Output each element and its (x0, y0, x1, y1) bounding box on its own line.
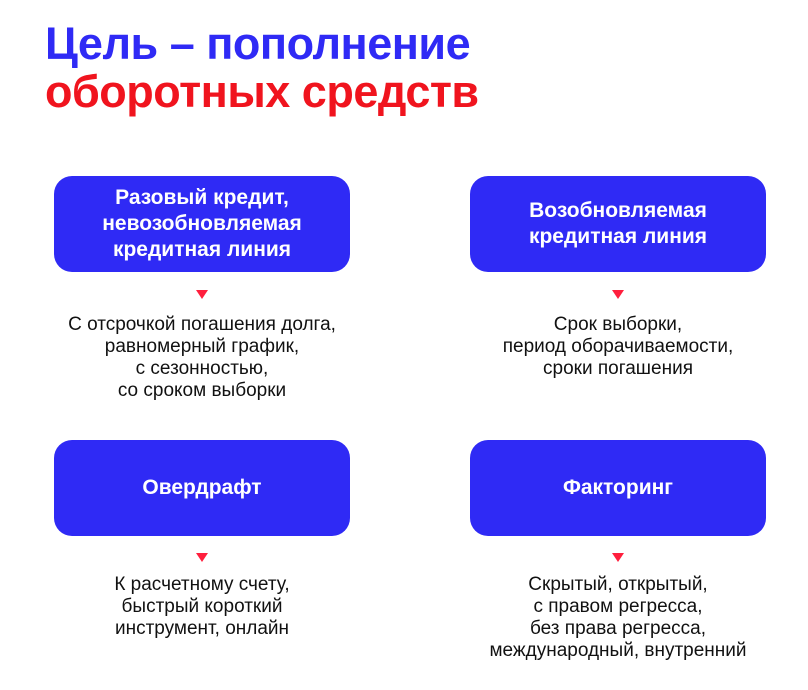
down-marker-icon (612, 553, 624, 562)
card-label-line: кредитная линия (112, 238, 292, 261)
card-description (448, 314, 788, 380)
down-marker-icon (196, 290, 208, 299)
title-line-1: Цель – пополнение (45, 18, 471, 69)
card-label-line: Факторинг (562, 476, 674, 499)
card-label-line: Разовый кредит, (115, 186, 289, 209)
card-label (142, 475, 261, 501)
card-description (22, 314, 382, 402)
card-revolving-credit (470, 176, 766, 272)
description-line: инструмент, онлайн (114, 618, 290, 639)
card-description (32, 574, 372, 640)
card-label (102, 185, 302, 263)
description-line: Скрытый, открытый, (528, 574, 708, 595)
card-label (529, 198, 707, 250)
card-overdraft (54, 440, 350, 536)
description-line: равномерный график, (104, 336, 300, 357)
description-line: со сроком выборки (117, 380, 287, 401)
card-label-line: невозобновляемая (102, 212, 302, 235)
card-label (563, 475, 673, 501)
description-line: без права регресса, (529, 618, 706, 639)
card-factoring (470, 440, 766, 536)
down-marker-icon (612, 290, 624, 299)
description-line: С отсрочкой погашения долга, (68, 314, 336, 335)
title-line-2: оборотных средств (45, 66, 479, 117)
description-line: период оборачиваемости, (502, 336, 734, 357)
description-line: Срок выборки, (553, 314, 683, 335)
card-label-line: кредитная линия (528, 225, 708, 248)
description-line: с правом регресса, (533, 596, 703, 617)
card-label-line: Овердрафт (142, 476, 262, 499)
description-line: К расчетному счету, (114, 574, 290, 595)
card-label-line: Возобновляемая (529, 199, 707, 222)
description-line: международный, внутренний (489, 640, 747, 661)
card-description (448, 574, 788, 662)
description-line: с сезонностью, (135, 358, 269, 379)
description-line: сроки погашения (543, 358, 693, 379)
card-one-time-credit (54, 176, 350, 272)
down-marker-icon (196, 553, 208, 562)
description-line: быстрый короткий (121, 596, 283, 617)
page-title (45, 20, 479, 116)
